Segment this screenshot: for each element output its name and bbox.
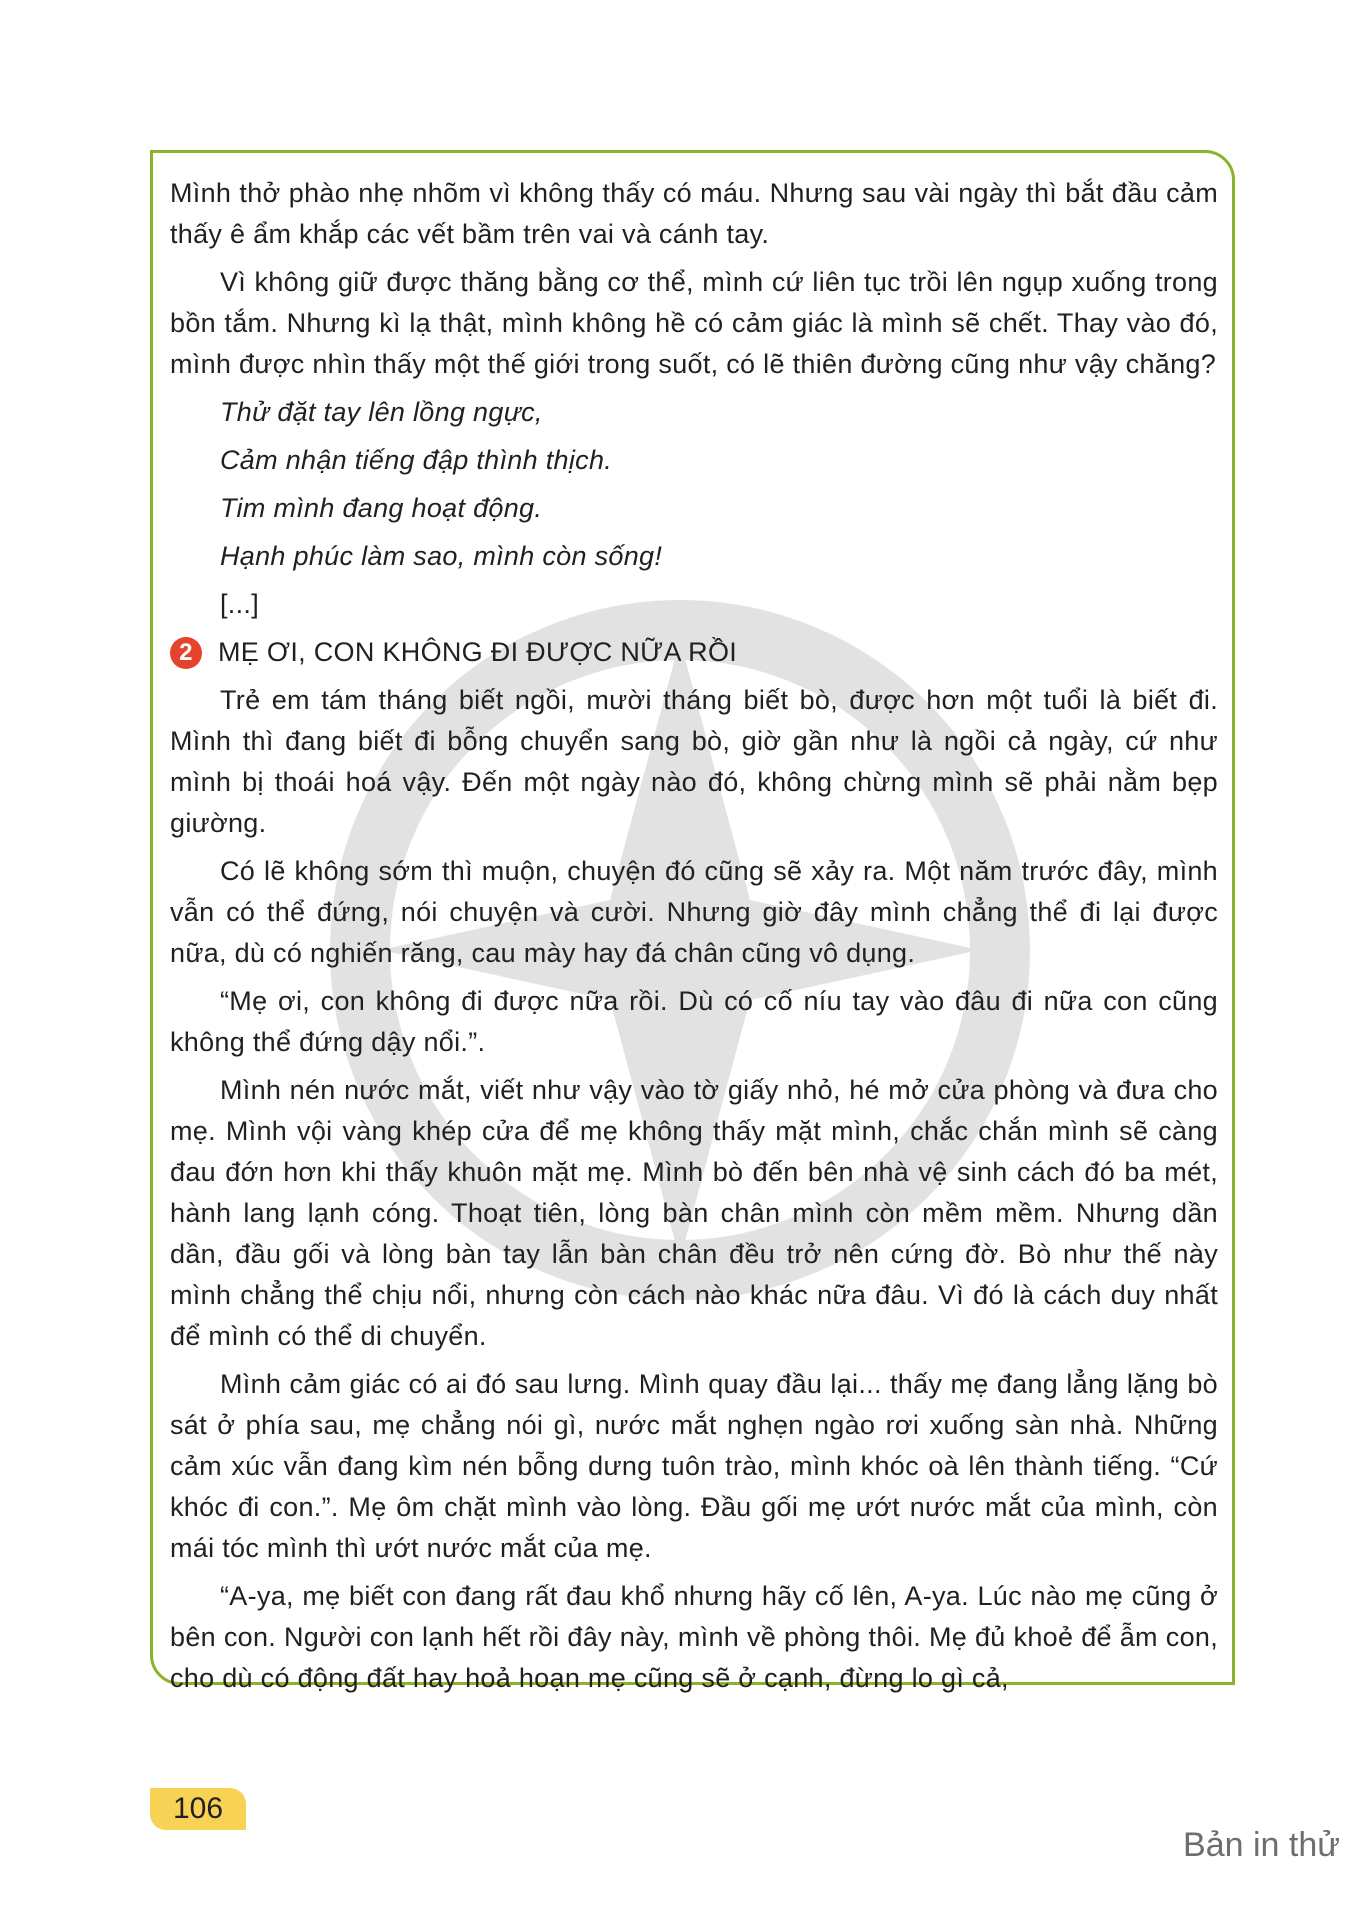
paragraph: Vì không giữ được thăng bằng cơ thể, mình cứ liên tục trồi lên ngụp xuống trong bồn tắm. Nhưng kì lạ thật, mình không hề có cảm giác là mình sẽ chết. Thay vào đó, mình được nhìn thấy một thế giới trong suốt, có lẽ thiên đường cũng như vậy chăng? (170, 267, 1218, 379)
passage (170, 173, 1218, 1706)
omission-mark: [...] (220, 589, 260, 619)
paragraph: Mình thở phào nhẹ nhõm vì không thấy có máu. Nhưng sau vài ngày thì bắt đầu cảm thấy ê ẩm khắp các vết bầm trên vai và cánh tay. (170, 178, 1218, 249)
paragraph: Mình nén nước mắt, viết như vậy vào tờ giấy nhỏ, hé mở cửa phòng và đưa cho mẹ. Mình vội vàng khép cửa để mẹ không thấy mặt mình, chắc chắn mình sẽ càng đau đớn hơn khi thấy khuôn mặt mẹ. Mình bò đến bên nhà vệ sinh cách đó ba mét, hành lang lạnh cóng. Thoạt tiên, lòng bàn chân mình còn mềm mềm. Nhưng dần dần, đầu gối và lòng bàn tay lẫn bàn chân đều trở nên cứng đờ. Bò như thế này mình chẳng thể chịu nổi, nhưng còn cách nào khác nữa đâu. Vì đó là cách duy nhất để mình có thể di chuyển. (170, 1075, 1218, 1351)
paragraph: “A-ya, mẹ biết con đang rất đau khổ nhưng hãy cố lên, A-ya. Lúc nào mẹ cũng ở bên con. Người con lạnh hết rồi đây này, mình về phòng thôi. Mẹ đủ khoẻ để ẫm con, cho dù có động đất hay hoả hoạn mẹ cũng sẽ ở cạnh, đừng lo gì cả, (170, 1581, 1218, 1693)
verse-line: Hạnh phúc làm sao, mình còn sống! (220, 541, 663, 571)
section-heading (170, 632, 1218, 673)
section-number-badge: 2 (170, 637, 202, 669)
paragraph: Có lẽ không sớm thì muộn, chuyện đó cũng sẽ xảy ra. Một năm trước đây, mình vẫn có thể đứng, nói chuyện và cười. Nhưng giờ đây mình chẳng thể đi lại được nữa, dù có nghiến răng, cau mày hay đá chân cũng vô dụng. (170, 856, 1218, 968)
verse-line: Thử đặt tay lên lồng ngực, (220, 397, 543, 427)
print-proof-label: Bản in thử (1183, 1826, 1340, 1864)
verse-line: Tim mình đang hoạt động. (220, 493, 543, 523)
section-title: MẸ ƠI, CON KHÔNG ĐI ĐƯỢC NỮA RỒI (218, 637, 738, 667)
verse-line: Cảm nhận tiếng đập thình thịch. (220, 445, 613, 475)
paragraph: “Mẹ ơi, con không đi được nữa rồi. Dù có cố níu tay vào đâu đi nữa con cũng không thể đứng dậy nổi.”. (170, 986, 1218, 1057)
paragraph: Mình cảm giác có ai đó sau lưng. Mình quay đầu lại... thấy mẹ đang lẳng lặng bò sát ở phía sau, mẹ chẳng nói gì, nước mắt nghẹn ngào rơi xuống sàn nhà. Những cảm xúc vẫn đang kìm nén bỗng dưng tuôn trào, mình khóc oà lên thành tiếng. “Cứ khóc đi con.”. Mẹ ôm chặt mình vào lòng. Đầu gối mẹ ướt nước mắt của mình, còn mái tóc mình thì ướt nước mắt của mẹ. (170, 1369, 1218, 1563)
paragraph: Trẻ em tám tháng biết ngồi, mười tháng biết bò, được hơn một tuổi là biết đi. Mình thì đang biết đi bỗng chuyển sang bò, giờ gần như là ngồi cả ngày, cứ như mình bị thoái hoá vậy. Đến một ngày nào đó, không chừng mình sẽ phải nằm bẹp giường. (170, 685, 1218, 838)
page-number: 106 (150, 1788, 246, 1830)
